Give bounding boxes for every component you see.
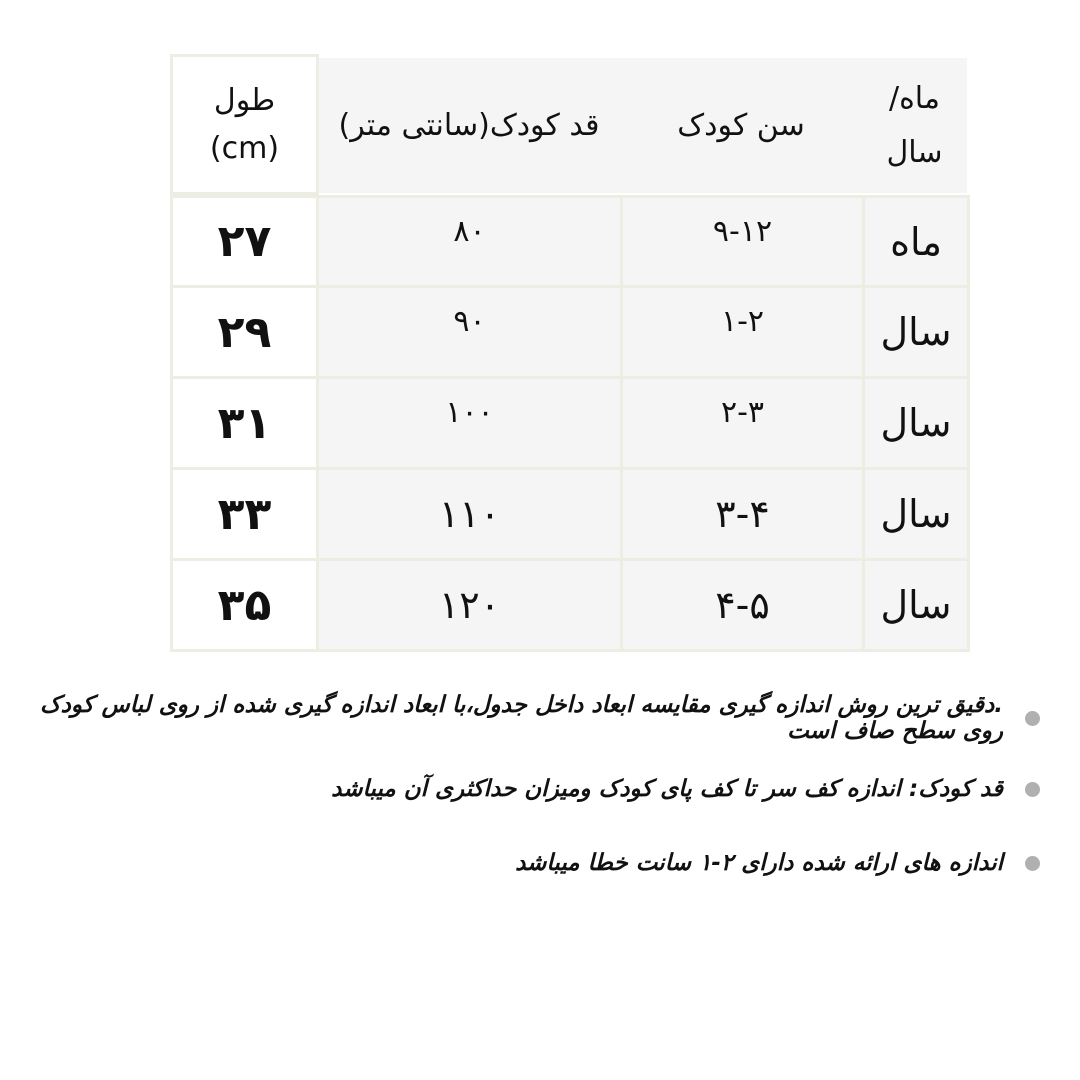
table-row-1-height: ۸۰ <box>316 195 623 288</box>
table-row-4-height: ۱۱۰ <box>316 467 623 561</box>
note-item-3 <box>40 845 1040 881</box>
header-length-label: طول (cm) <box>209 82 280 166</box>
note-text-3: اندازه های ارائه شده دارای ۲-۱ سانت خطا میباشد <box>515 850 1003 876</box>
header-length <box>170 54 319 195</box>
table-row-3-height: ۱۰۰ <box>316 376 623 470</box>
table-row-3-age: ۲-۳ <box>620 376 865 470</box>
table-row-3-length: ۳۱ <box>170 376 319 470</box>
table-row-3-unit: سال <box>862 376 970 470</box>
table-row-5-age: ۴-۵ <box>620 558 865 652</box>
table-row-5-unit: سال <box>862 558 970 652</box>
table-row-1-unit: ماه <box>862 195 970 288</box>
table-row-2-unit: سال <box>862 285 970 379</box>
note-item-2 <box>40 771 1040 807</box>
header-unit-label: ماه/ سال <box>886 80 943 170</box>
table-row-2-length: ۲۹ <box>170 285 319 379</box>
note-item-1 <box>40 692 1040 744</box>
header-height <box>319 58 619 193</box>
header-age-label: سن کودک <box>677 108 805 143</box>
bullet-icon <box>1025 782 1040 797</box>
table-row-5-length: ۳۵ <box>170 558 319 652</box>
header-height-label: قد کودک(سانتی متر) <box>338 108 600 143</box>
bullet-icon <box>1025 711 1040 726</box>
header-unit <box>862 58 967 193</box>
header-age <box>620 58 862 193</box>
table-row-4-length: ۳۳ <box>170 467 319 561</box>
table-row-1-length: ۲۷ <box>170 195 319 288</box>
table-row-2-height: ۹۰ <box>316 285 623 379</box>
table-row-5-height: ۱۲۰ <box>316 558 623 652</box>
table-row-4-age: ۳-۴ <box>620 467 865 561</box>
note-text-1: .دقیق ترین روش اندازه گیری مقایسه ابعاد داخل جدول،با ابعاد اندازه گیری شده از روی لباس کودک روی سطح صاف است <box>40 692 1003 744</box>
table-row-2-age: ۱-۲ <box>620 285 865 379</box>
table-row-4-unit: سال <box>862 467 970 561</box>
note-text-2: قد کودک: اندازه کف سر تا کف پای کودک ومیزان حداکثری آن میباشد <box>331 776 1003 802</box>
bullet-icon <box>1025 856 1040 871</box>
table-row-1-age: ۹-۱۲ <box>620 195 865 288</box>
